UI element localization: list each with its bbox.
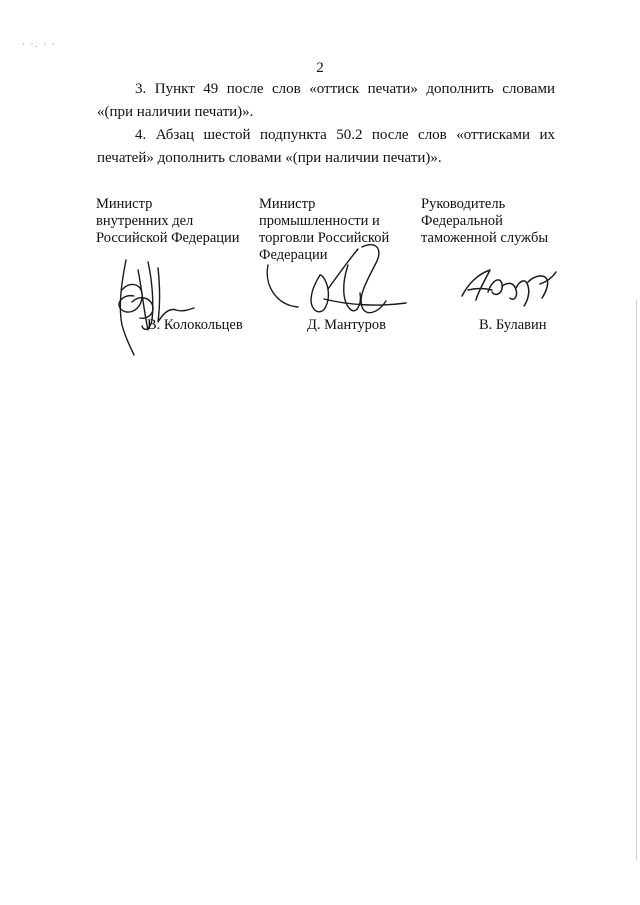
title-line: Руководитель bbox=[421, 196, 506, 212]
page-number: 2 bbox=[316, 60, 324, 76]
scan-specks: · ·. · · bbox=[22, 40, 57, 49]
title-line: Министр bbox=[96, 196, 153, 212]
signature-manturov bbox=[258, 235, 408, 330]
title-line: торговли Российской bbox=[259, 230, 390, 246]
signature-bulavin bbox=[458, 262, 558, 308]
page-edge-line bbox=[636, 300, 637, 860]
signer-name-manturov: Д. Мантуров bbox=[307, 317, 386, 333]
title-line: Федерации bbox=[259, 247, 328, 263]
title-line: Министр bbox=[259, 196, 316, 212]
signature-kolokoltsev bbox=[108, 250, 218, 360]
paragraph-3: 3. Пункт 49 после слов «оттиск печати» дополнить словами «(при наличии печати)». bbox=[97, 81, 555, 120]
title-line: таможенной службы bbox=[421, 230, 549, 246]
signatory-title-customs bbox=[421, 196, 548, 247]
title-line: промышленности и bbox=[259, 213, 380, 229]
title-line: внутренних дел bbox=[96, 213, 194, 229]
paragraph-4: 4. Абзац шестой подпункта 50.2 после слов «оттисками их печатей» дополнить словами «(при наличии печати)». bbox=[97, 127, 555, 166]
signer-name-kolokoltsev: В. Колокольцев bbox=[147, 317, 243, 333]
title-line: Российской Федерации bbox=[96, 230, 240, 246]
signatory-title-interior bbox=[96, 196, 240, 247]
title-line: Федеральной bbox=[421, 213, 503, 229]
signer-name-bulavin: В. Булавин bbox=[479, 317, 547, 333]
